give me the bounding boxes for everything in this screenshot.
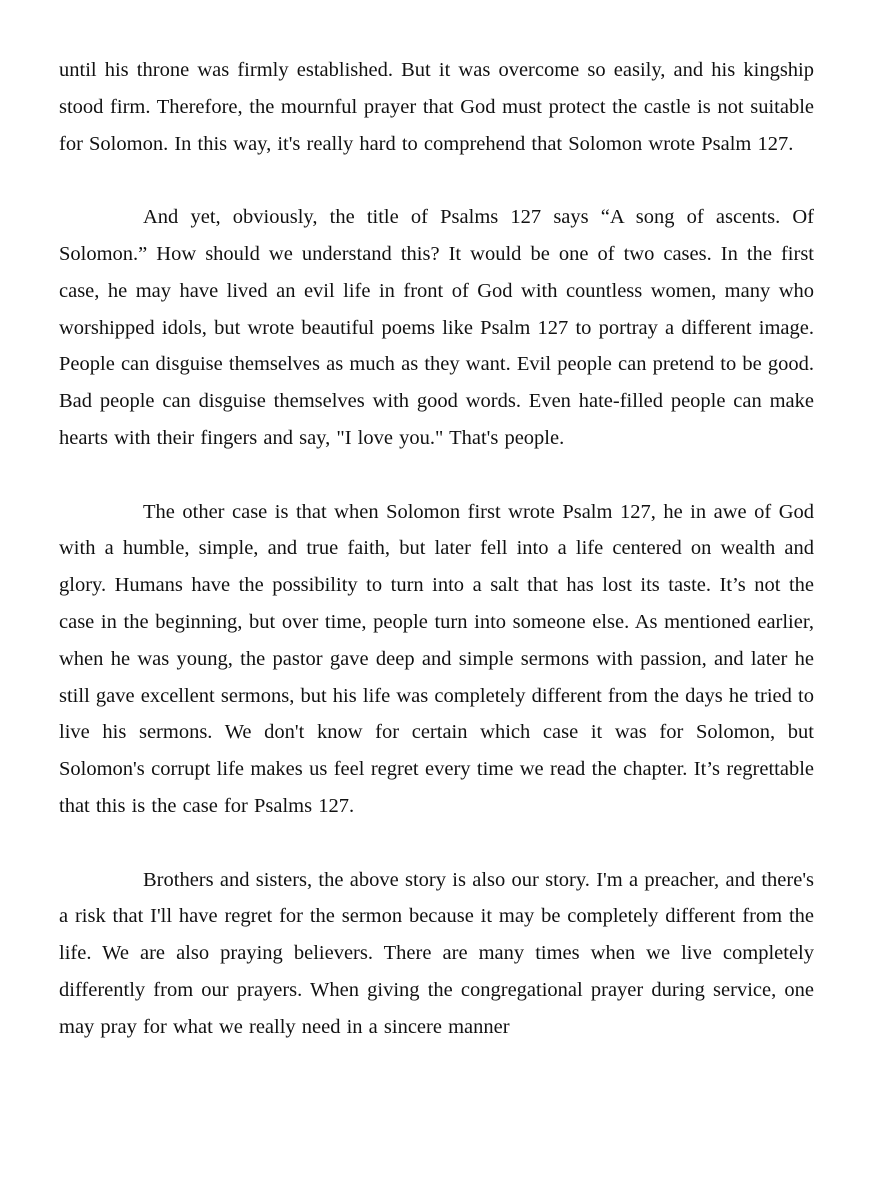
paragraph-1: until his throne was firmly established. But it was overcome so easily, and his kingship stood firm. Therefore, the mournful prayer that God must protect the castle is not suitable for Solomon. In this way, it's really hard to comprehend that Solomon wrote Psalm 127. [59,59,814,155]
paragraph-2: And yet, obviously, the title of Psalms 127 says “A song of ascents. Of Solomon.” How should we understand this? It would be one of two cases. In the first case, he may have lived an evil life in front of God with countless women, many who worshipped idols, but wrote beautiful poems like Psalm 127 to portray a different image. People can disguise themselves as much as they want. Evil people can pretend to be good. Bad people can disguise themselves with good words. Even hate-filled people can make hearts with their fingers and say, "I love you." That's people. [59,206,814,449]
paragraph-4: Brothers and sisters, the above story is also our story. I'm a preacher, and there's a risk that I'll have regret for the sermon because it may be completely different from the life. We are also praying believers. There are many times when we live completely differently from our prayers. When giving the congregational prayer during service, one may pray for what we really need in a sincere manner [59,868,814,1038]
document-page [59,52,814,1082]
paragraph-3: The other case is that when Solomon first wrote Psalm 127, he in awe of God with a humble, simple, and true faith, but later fell into a life centered on wealth and glory. Humans have the possibility to turn into a salt that has lost its taste. It’s not the case in the beginning, but over time, people turn into someone else. As mentioned earlier, when he was young, the pastor gave deep and simple sermons with passion, and later he still gave excellent sermons, but his life was completely different from the days he tried to live his sermons. We don't know for certain which case it was for Solomon, but Solomon's corrupt life makes us feel regret every time we read the chapter. It’s regrettable that this is the case for Psalms 127. [59,500,814,817]
